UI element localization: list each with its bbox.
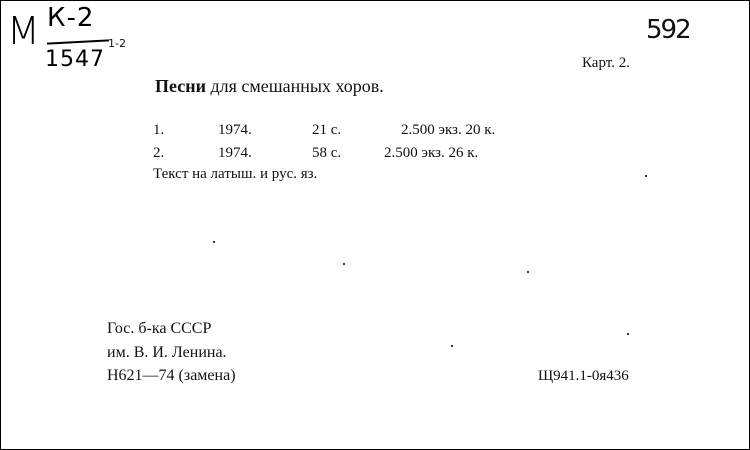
scan-speck xyxy=(343,263,345,265)
edition-1-copies: 2.500 экз. 20 к. xyxy=(401,122,496,138)
edition-2-pages: 58 с. xyxy=(312,145,342,161)
title-rest: для смешанных хоров. xyxy=(205,76,384,96)
edition-1-year: 1974. xyxy=(218,122,252,138)
scan-speck xyxy=(527,271,529,273)
classification-code: Щ941.1-0я436 xyxy=(538,368,629,384)
edition-2-number: 2. xyxy=(153,145,165,161)
handwritten-letter: М xyxy=(7,9,41,53)
handwritten-call-number: 1547 xyxy=(45,47,105,72)
edition-1-number: 1. xyxy=(153,122,165,138)
handwritten-underline xyxy=(47,39,109,44)
scan-speck xyxy=(645,175,647,177)
scan-speck xyxy=(627,333,629,335)
handwritten-superscript: 1-2 xyxy=(108,37,126,50)
library-line-2: им. В. И. Ленина. xyxy=(107,344,227,361)
scan-speck xyxy=(213,241,215,243)
edition-2-year: 1974. xyxy=(218,145,252,161)
library-line-1: Гос. б-ка СССР xyxy=(107,320,212,337)
handwritten-shelf-mark: К-2 xyxy=(47,3,95,33)
edition-2-copies: 2.500 экз. 26 к. xyxy=(384,145,479,161)
card-number: Карт. 2. xyxy=(582,55,630,71)
scan-speck xyxy=(451,345,453,347)
language-note: Текст на латыш. и рус. яз. xyxy=(153,166,318,182)
card-title xyxy=(155,76,384,97)
title-bold-word: Песни xyxy=(155,76,206,96)
library-line-3: Н621—74 (замена) xyxy=(107,367,236,384)
handwritten-corner-number: 592 xyxy=(646,15,690,45)
edition-1-pages: 21 с. xyxy=(312,122,342,138)
